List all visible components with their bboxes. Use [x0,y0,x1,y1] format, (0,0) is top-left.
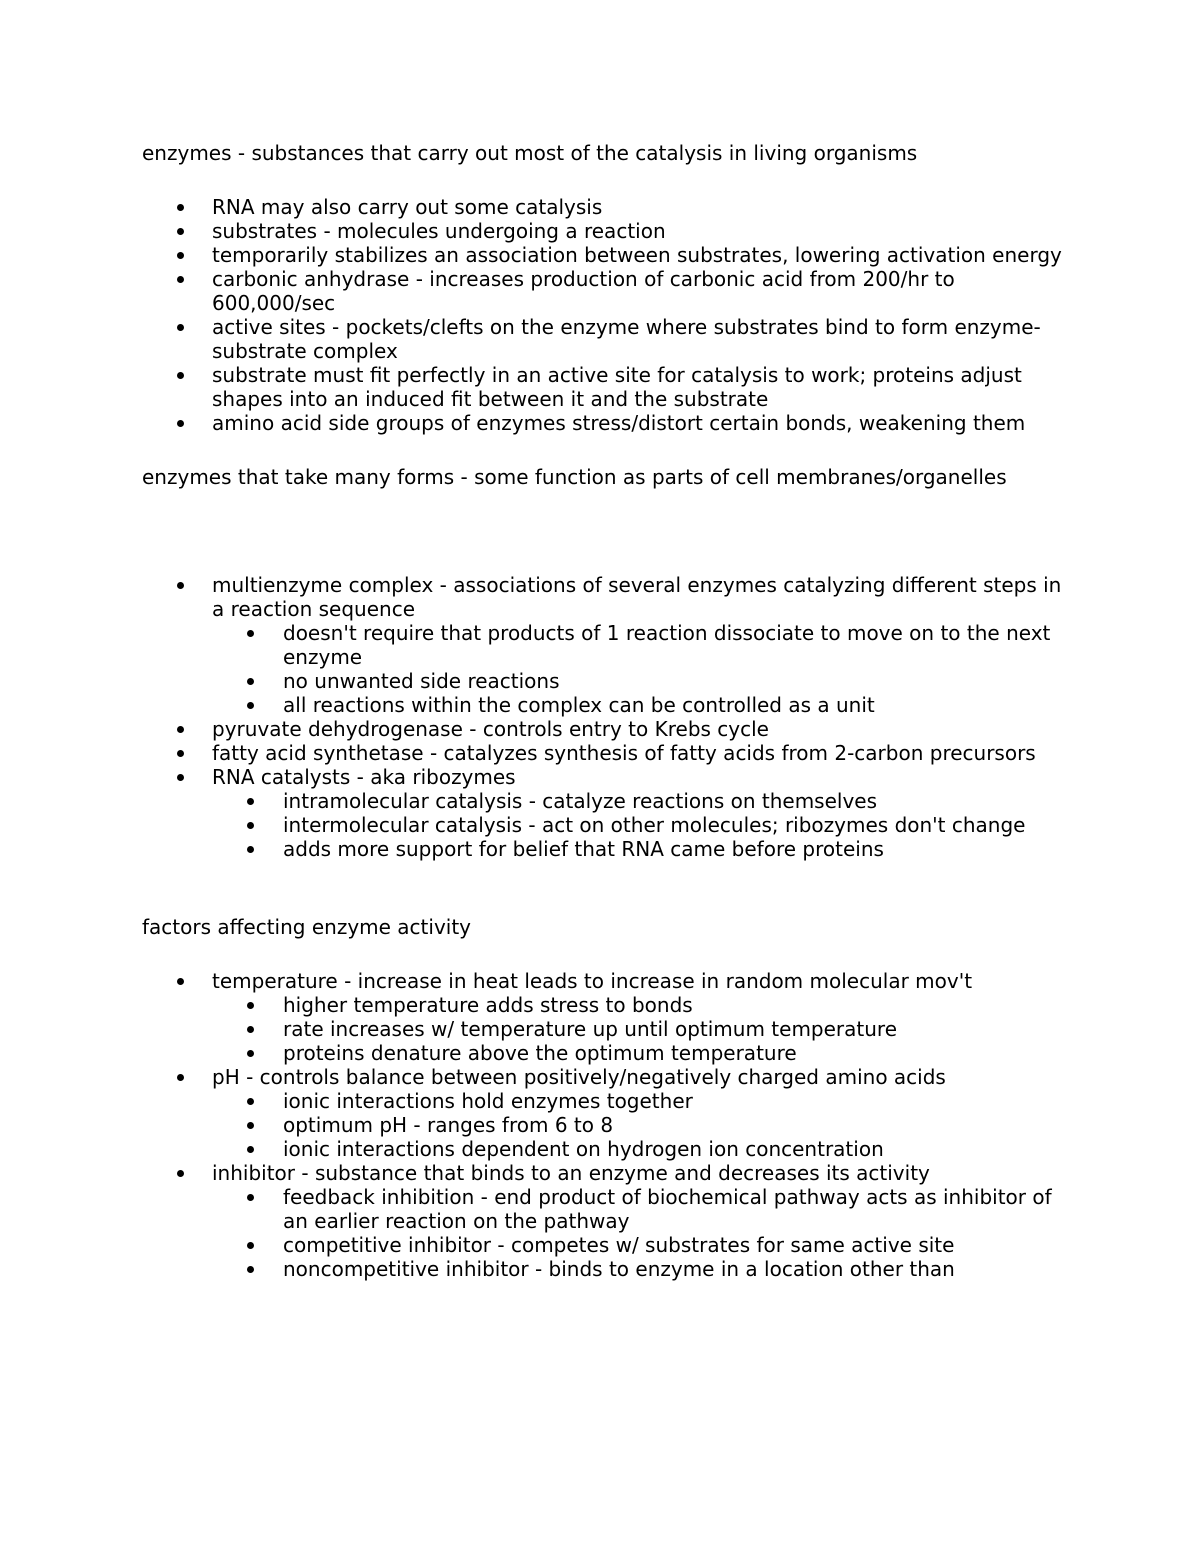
sub-list-item: adds more support for belief that RNA came before proteins [212,837,1062,861]
bullet-icon [177,774,184,781]
bullet-icon [247,1098,254,1105]
list-item: inhibitor - substance that binds to an enzyme and decreases its activity feedback inhibition - end product of biochemical pathway acts as inhibitor of an earlier reaction on the pathway competitive inhibitor - competes w/ substrates for same active site noncompetitive inhibitor - binds to enzyme in a location other than [142,1161,1062,1281]
bullet-icon [247,798,254,805]
bullet-icon [177,420,184,427]
list-item: substrates - molecules undergoing a reaction [142,219,1062,243]
sub-bullet-list [212,789,1062,861]
bullet-icon [247,1002,254,1009]
sub-list-item: competitive inhibitor - competes w/ substrates for same active site [212,1233,1062,1257]
bullet-icon [177,276,184,283]
list-item: amino acid side groups of enzymes stress/distort certain bonds, weakening them [142,411,1062,435]
bullet-icon [247,1050,254,1057]
bullet-icon [247,846,254,853]
section-heading: enzymes - substances that carry out most of the catalysis in living organisms [142,141,918,165]
list-item: carbonic anhydrase - increases production of carbonic acid from 200/hr to 600,000/sec [142,267,1062,315]
bullet-icon [177,324,184,331]
bullet-icon [247,1026,254,1033]
bullet-icon [177,228,184,235]
bullet-icon [247,1122,254,1129]
list-item: substrate must fit perfectly in an active site for catalysis to work; proteins adjust shapes into an induced fit between it and the substrate [142,363,1062,411]
sub-list-item: noncompetitive inhibitor - binds to enzyme in a location other than [212,1257,1062,1281]
list-item: multienzyme complex - associations of several enzymes catalyzing different steps in a reaction sequence doesn't require that products of 1 reaction dissociate to move on to the next enzyme no unwanted side reactions all reactions within the complex can be controlled as a unit [142,573,1062,717]
sub-list-item: no unwanted side reactions [212,669,1062,693]
bullet-icon [247,678,254,685]
bullet-icon [247,1146,254,1153]
sub-list-item: feedback inhibition - end product of biochemical pathway acts as inhibitor of an earlier reaction on the pathway [212,1185,1062,1233]
sub-list-item: ionic interactions hold enzymes together [212,1089,1062,1113]
bullet-list [142,573,1062,861]
bullet-icon [177,1170,184,1177]
sub-list-item: proteins denature above the optimum temperature [212,1041,1062,1065]
sub-bullet-list [212,1185,1062,1281]
bullet-icon [177,204,184,211]
list-item: active sites - pockets/clefts on the enzyme where substrates bind to form enzyme-substrate complex [142,315,1062,363]
list-item: RNA may also carry out some catalysis [142,195,1062,219]
bullet-icon [247,1266,254,1273]
section-heading: enzymes that take many forms - some function as parts of cell membranes/organelles [142,465,1007,489]
sub-list-item: higher temperature adds stress to bonds [212,993,1062,1017]
list-item: pH - controls balance between positively/negatively charged amino acids ionic interactions hold enzymes together optimum pH - ranges from 6 to 8 ionic interactions dependent on hydrogen ion concentration [142,1065,1062,1161]
bullet-icon [247,630,254,637]
bullet-list [142,195,1062,435]
document-page [142,141,1062,1281]
sub-bullet-list [212,1089,1062,1161]
bullet-icon [177,252,184,259]
sub-list-item: all reactions within the complex can be controlled as a unit [212,693,1062,717]
sub-list-item: rate increases w/ temperature up until optimum temperature [212,1017,1062,1041]
list-item: fatty acid synthetase - catalyzes synthesis of fatty acids from 2-carbon precursors [142,741,1062,765]
list-item: pyruvate dehydrogenase - controls entry to Krebs cycle [142,717,1062,741]
sub-list-item: intermolecular catalysis - act on other molecules; ribozymes don't change [212,813,1062,837]
sub-list-item: optimum pH - ranges from 6 to 8 [212,1113,1062,1137]
bullet-icon [247,822,254,829]
sub-list-item: intramolecular catalysis - catalyze reactions on themselves [212,789,1062,813]
bullet-icon [177,1074,184,1081]
list-item: temporarily stabilizes an association between substrates, lowering activation energy [142,243,1062,267]
bullet-icon [247,1242,254,1249]
bullet-icon [177,372,184,379]
bullet-icon [177,978,184,985]
bullet-icon [247,1194,254,1201]
sub-bullet-list [212,993,1062,1065]
bullet-icon [177,726,184,733]
bullet-icon [177,750,184,757]
sub-list-item: doesn't require that products of 1 reaction dissociate to move on to the next enzyme [212,621,1062,669]
bullet-icon [247,702,254,709]
bullet-icon [177,582,184,589]
sub-list-item: ionic interactions dependent on hydrogen ion concentration [212,1137,1062,1161]
list-item: temperature - increase in heat leads to increase in random molecular mov't higher temperature adds stress to bonds rate increases w/ temperature up until optimum temperature proteins denature above the optimum temperature [142,969,1062,1065]
bullet-list [142,969,1062,1281]
section-heading: factors affecting enzyme activity [142,915,472,939]
sub-bullet-list [212,621,1062,717]
list-item: RNA catalysts - aka ribozymes intramolecular catalysis - catalyze reactions on themselves intermolecular catalysis - act on other molecules; ribozymes don't change adds more support for belief that RNA came before proteins [142,765,1062,861]
